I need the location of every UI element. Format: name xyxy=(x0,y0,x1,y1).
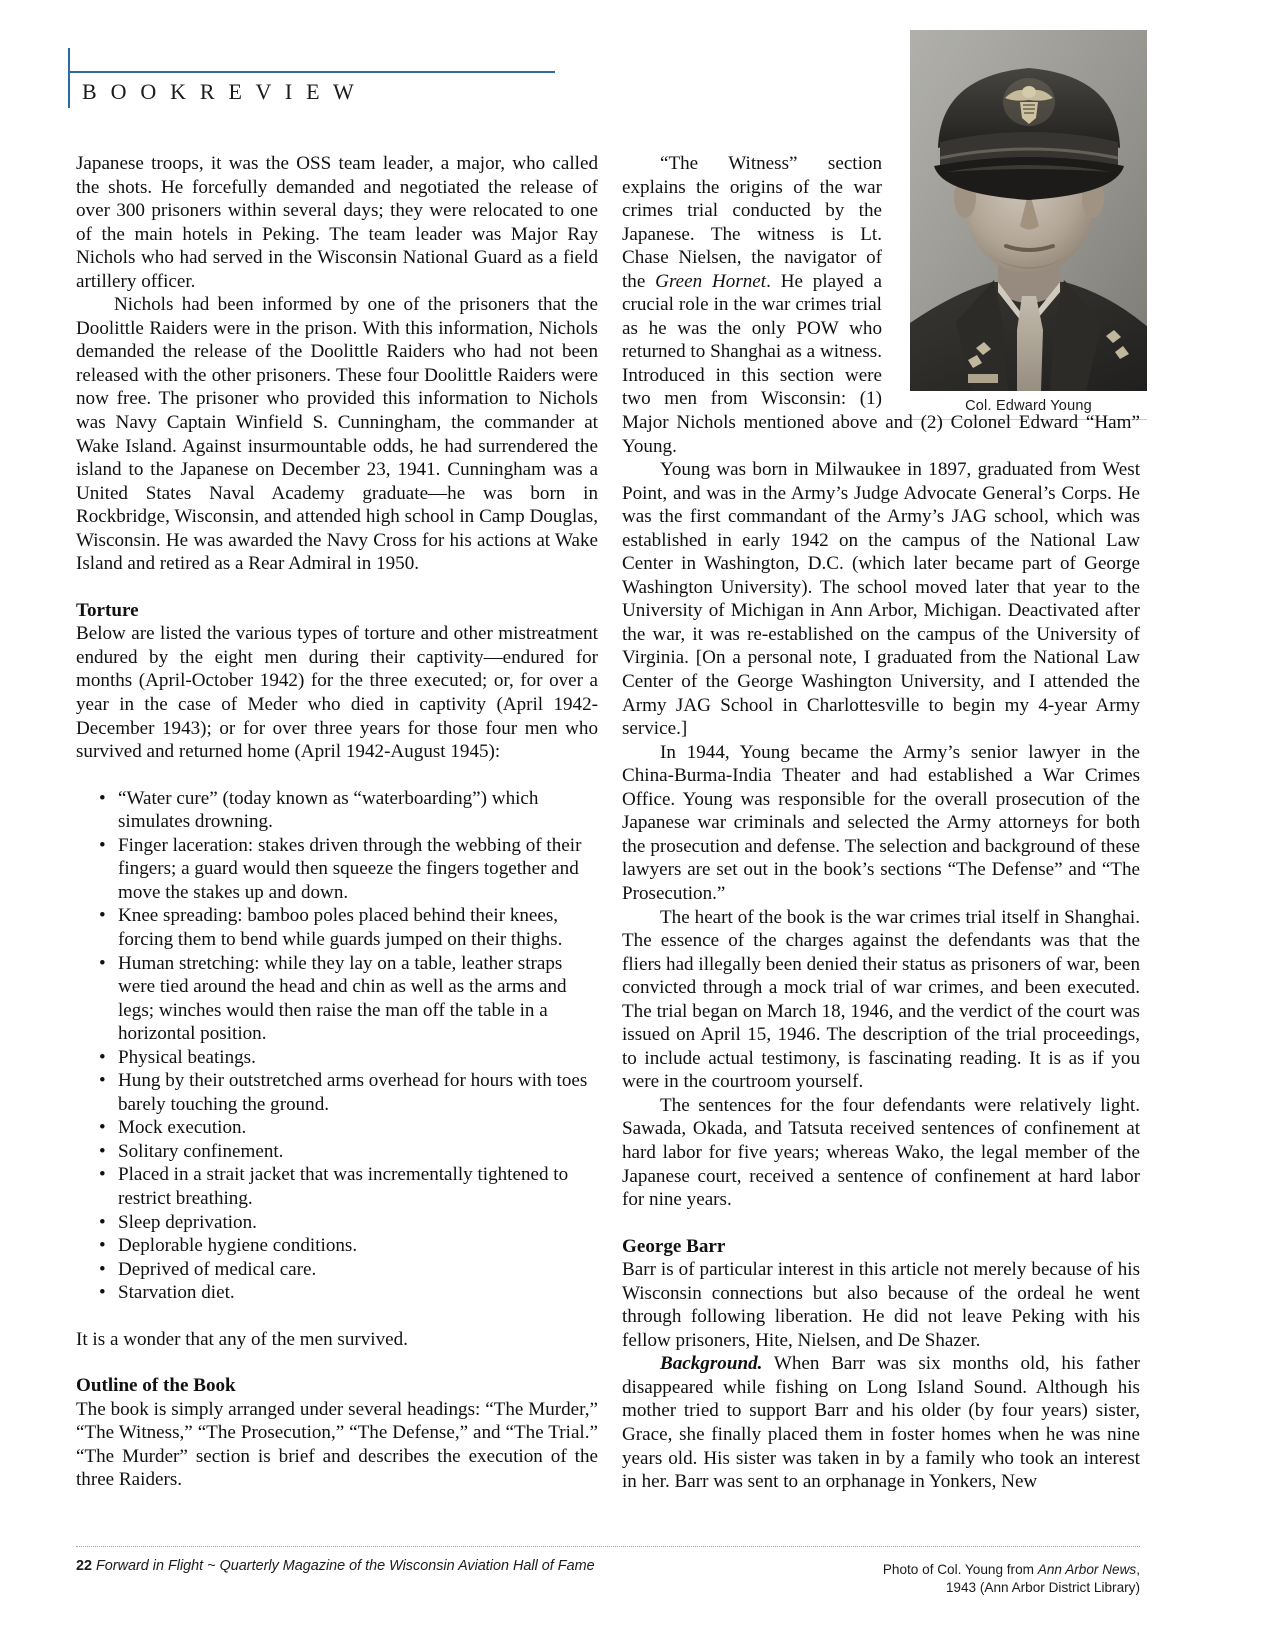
bullet-icon: • xyxy=(99,1140,106,1162)
bullet-icon: • xyxy=(99,1211,106,1233)
list-item-text: Knee spreading: bamboo poles placed behind their knees, forcing them to bend while guards jumped on their thighs. xyxy=(118,905,563,950)
heading-torture: Torture xyxy=(76,599,139,621)
bullet-icon: • xyxy=(99,1117,106,1139)
list-item-text: Placed in a strait jacket that was incrementally tightened to restrict breathing. xyxy=(118,1164,569,1209)
photo-credit-line-1 xyxy=(883,1561,1140,1579)
list-item xyxy=(76,904,598,951)
list-item xyxy=(76,1281,598,1305)
masthead-vertical-rule xyxy=(68,48,70,108)
paragraph-torture-intro: Below are listed the various types of torture and other mistreatment endured by the eight men during their captivity—endured for months (April-October 1942) for the three executed; or, for over a year in the case of Meder who died in captivity (April 1942-December 1943); or for over three years for those four men who survived and returned home (April 1942-August 1945): xyxy=(76,623,598,763)
footer-left xyxy=(76,1558,595,1574)
credit-pre: Photo of Col. Young from xyxy=(882,1562,1038,1577)
list-item xyxy=(76,1116,598,1140)
list-item-text: Finger laceration: stakes driven through the webbing of their fingers; a guard would then squeeze the fingers together and move the stakes up and down. xyxy=(118,834,582,903)
paragraph-barr-intro: Barr is of particular interest in this article not merely because of his Wisconsin connections but also because of the ordeal he went through following liberation. He did not leave Peking with his fellow prisoners, Hite, Nielsen, and De Shazer. xyxy=(622,1259,1140,1351)
bullet-icon: • xyxy=(99,1046,106,1068)
list-item-text: Hung by their outstretched arms overhead for hours with toes barely touching the ground. xyxy=(118,1070,588,1115)
list-item xyxy=(76,1234,598,1258)
photo-credit-line-2: 1943 (Ann Arbor District Library) xyxy=(945,1580,1140,1595)
credit-post: , xyxy=(1136,1562,1140,1577)
paragraph-young-biography: Young was born in Milwaukee in 1897, graduated from West Point, and was in the Army’s Judge Advocate General’s Corps. He was the first commandant of the Army’s JAG school, which was established in early 1942 on the campus of the National Law Center in Washington, D.C. (which later became part of George Washington University). The school moved later that year to the University of Michigan in Ann Arbor, Michigan. Deactivated after the war, it was re-established on the campus of the University of Virginia. [On a personal note, I graduated from the National Law Center of the George Washington University, and I attended the Army JAG School in Charlottesville to begin my 4-year Army service.] xyxy=(622,459,1140,740)
bullet-icon: • xyxy=(99,1235,106,1257)
background-text: When Barr was six months old, his father disappeared while fishing on Long Island Sound. Although his mother tried to support Barr and his older (by four years) sister, Grace, she finally placed them in foster homes when he was nine years old. His sister was taken in by a family who took an interest in her. Barr was sent to an orphanage in Yonkers, New xyxy=(622,1353,1140,1493)
list-item-text: Deprived of medical care. xyxy=(118,1258,317,1280)
witness-text-pre: “The Witness” section explains the origins of the war crimes trial conducted by the Japanese. The witness is Lt. Chase Nielsen, the navigator of the xyxy=(622,153,882,292)
photo-wrap-shim xyxy=(882,152,1140,410)
list-item-text: Deplorable hygiene conditions. xyxy=(118,1235,358,1257)
list-item xyxy=(76,1258,598,1282)
footer-divider xyxy=(76,1546,1140,1547)
background-label: Background. xyxy=(660,1353,763,1375)
page-number: 22 xyxy=(76,1558,93,1574)
paragraph-war-crimes-office: In 1944, Young became the Army’s senior lawyer in the China-Burma-India Theater and had established a War Crimes Office. Young was responsible for the overall prosecution of the Japanese war criminals and selected the Army attorneys for both the prosecution and defense. The selection and background of these lawyers are set out in the book’s sections “The Defense” and “The Prosecution.” xyxy=(622,741,1140,904)
masthead xyxy=(68,48,555,114)
list-item xyxy=(76,1046,598,1070)
bullet-icon: • xyxy=(99,787,106,809)
book-title-green-hornet: Green Hornet xyxy=(655,270,767,292)
heading-outline-of-the-book: Outline of the Book xyxy=(76,1375,236,1397)
paragraph-background xyxy=(622,1352,1140,1493)
bullet-icon: • xyxy=(99,1070,106,1092)
bullet-icon: • xyxy=(99,952,106,974)
credit-source-italic: Ann Arbor News xyxy=(1037,1562,1137,1577)
masthead-horizontal-rule xyxy=(68,71,555,73)
left-column xyxy=(76,152,598,1492)
paragraph-nichols-informed: Nichols had been informed by one of the prisoners that the Doolittle Raiders were in the prison. With this information, Nichols demanded the release of the Doolittle Raiders who had not been released with the other prisoners. These four Doolittle Raiders were now free. The prisoner who provided this information to Nichols was Navy Captain Winfield S. Cunningham, the commander at Wake Island. Against insurmountable odds, he had surrendered the island to the Japanese on December 23, 1941. Cunningham was a United States Naval Academy graduate—he was born in Rockbridge, Wisconsin, and attended high school in Camp Douglas, Wisconsin. He was awarded the Navy Cross for his actions at Wake Island and retired as a Rear Admiral in 1950. xyxy=(76,294,598,575)
list-item xyxy=(76,1211,598,1235)
list-item-text: “Water cure” (today known as “waterboarding”) which simulates drowning. xyxy=(118,787,539,833)
list-item-text: Sleep deprivation. xyxy=(118,1211,257,1233)
photo-caption: Col. Edward Young xyxy=(965,398,1092,414)
list-item xyxy=(76,834,598,905)
paragraph-japanese-troops: Japanese troops, it was the OSS team leader, a major, who called the shots. He forcefully demanded and negotiated the release of over 300 prisoners within several days; they were relocated to one of the main hotels in Peking. The team leader was Major Ray Nichols who had served in the Wisconsin National Guard as a field artillery officer. xyxy=(76,153,598,292)
list-item xyxy=(76,952,598,1046)
list-item-text: Physical beatings. xyxy=(118,1046,256,1068)
list-item xyxy=(76,787,598,834)
paragraph-trial: The heart of the book is the war crimes trial itself in Shanghai. The essence of the charges against the defendants was that the fliers had illegally been denied their status as prisoners of war, been convicted through a mock trial of war crimes, and been executed. The trial began on March 18, 1946, and the verdict of the court was issued on April 15, 1946. The description of the trial proceedings, to include actual testimony, is fascinating reading. It is as if you were in the courtroom yourself. xyxy=(622,906,1140,1093)
list-item-text: Mock execution. xyxy=(118,1117,247,1139)
list-item-text: Solitary confinement. xyxy=(118,1140,284,1162)
bullet-icon: • xyxy=(99,1282,106,1304)
list-item xyxy=(76,1140,598,1164)
magazine-line: Forward in Flight ~ Quarterly Magazine of the Wisconsin Aviation Hall of Fame xyxy=(96,1558,595,1574)
witness-text-post: . He played a crucial role in the war crimes trial as he was the only POW who returned to Shanghai as a witness. Introduced in this section were two men from Wisconsin: (1) Major Nichols mentioned above and (2) Colonel Edward “Ham” Young. xyxy=(622,270,1140,457)
photo-credit xyxy=(883,1561,1140,1597)
bullet-icon: • xyxy=(99,905,106,927)
paragraph-outline: The book is simply arranged under several headings: “The Murder,” “The Witness,” “The Prosecution,” “The Defense,” and “The Trial.” “The Murder” section is brief and describes the execution of the three Raiders. xyxy=(76,1398,598,1491)
bullet-icon: • xyxy=(99,1164,106,1186)
bullet-icon: • xyxy=(99,834,106,856)
page-title: B O O K R E V I E W xyxy=(82,79,358,104)
list-item-text: Starvation diet. xyxy=(118,1282,235,1304)
torture-list xyxy=(76,787,598,1305)
right-column xyxy=(622,152,1140,1494)
list-item-text: Human stretching: while they lay on a table, leather straps were tied around the head and chin as well as the arms and legs; winches would then raise the man off the table in a horizontal position. xyxy=(118,952,567,1045)
list-item xyxy=(76,1163,598,1210)
bullet-icon: • xyxy=(99,1258,106,1280)
paragraph-sentences: The sentences for the four defendants were relatively light. Sawada, Okada, and Tatsuta received sentences of confinement at hard labor for five years; whereas Wako, the legal member of the Japanese court, received a sentence of confinement at hard labor for nine years. xyxy=(622,1094,1140,1211)
list-item xyxy=(76,1069,598,1116)
heading-george-barr: George Barr xyxy=(622,1235,726,1257)
paragraph-closing-line: It is a wonder that any of the men survived. xyxy=(76,1328,408,1350)
